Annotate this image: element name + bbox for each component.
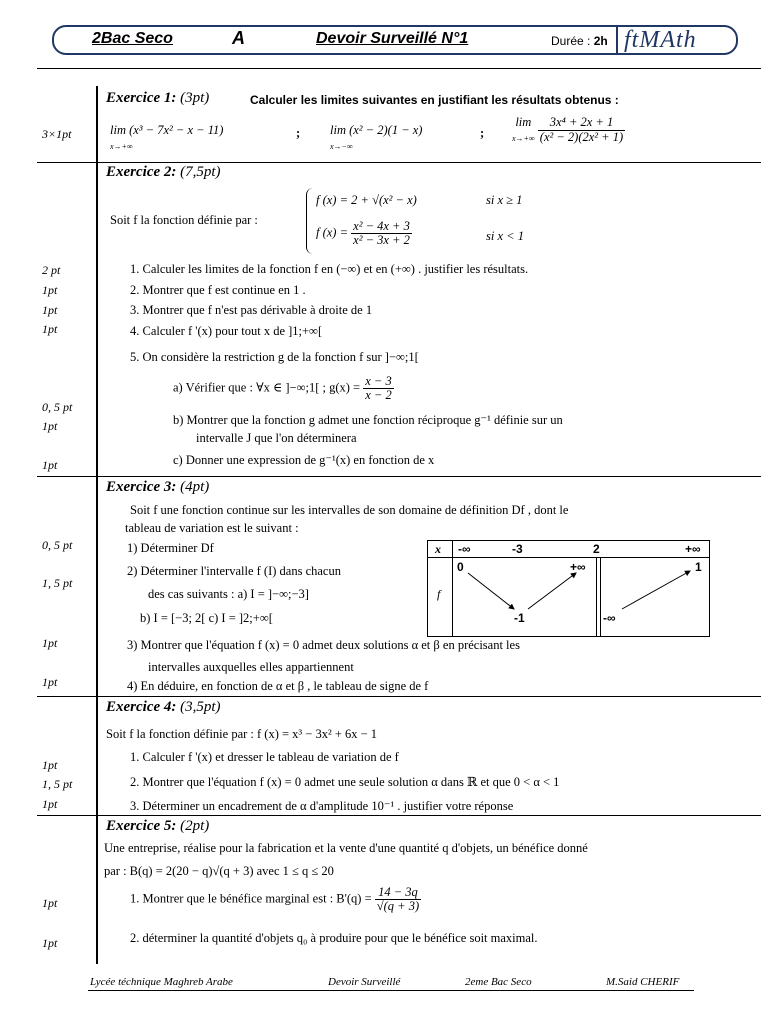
ex3-title: Exercice 3: (4pt) (106, 479, 210, 495)
ex2-def-1: f (x) = 2 + √(x² − x) (316, 193, 417, 207)
ex2-q1: 1. Calculer les limites de la fonction f en (−∞) et en (+∞) . justifier les résultats. (130, 262, 529, 276)
ex2-brace (306, 188, 313, 254)
divider-ex5 (37, 815, 761, 816)
ex5-intro-1: Une entreprise, réalise pour la fabrication et la vente d'une quantité q d'objets, un bénéfice donné (104, 841, 588, 855)
ex2-margin-5: 0, 5 pt (42, 400, 73, 414)
variant-label: A (232, 28, 245, 48)
vt-f-3: -∞ (603, 611, 616, 625)
ex3-q2-line-2: des cas suivants : a) I = ]−∞;−3] (148, 587, 309, 601)
ex1-margin: 3×1pt (42, 127, 72, 141)
page-title: Devoir Surveillé N°1 (316, 30, 469, 47)
margin-column-border (96, 86, 98, 964)
ex3-q3-line-1: 3) Montrer que l'équation f (x) = 0 admet deux solutions α et β en précisant les (127, 638, 520, 652)
ex3-intro-1: Soit f une fonction continue sur les intervalles de son domaine de définition Df , dont le (130, 503, 569, 517)
ex4-q3: 3. Déterminer un encadrement de α d'amplitude 10⁻¹ . justifier votre réponse (130, 799, 514, 813)
ex3-margin-3: 1pt (42, 636, 58, 650)
ex2-title: Exercice 2: (7,5pt) (106, 164, 221, 180)
vt-x-1: -3 (512, 542, 523, 556)
ex2-margin-6: 1pt (42, 419, 58, 433)
vt-f-label: f (437, 587, 441, 601)
ex2-margin-1: 2 pt (42, 263, 61, 277)
ex5-q1: 1. Montrer que le bénéfice marginal est : B'(q) = $\frac{14 - 3q}{√(q + 3)}$ (130, 885, 420, 914)
ex3-q1: 1) Déterminer Df (127, 541, 214, 555)
header-box (52, 25, 738, 55)
ex4-title: Exercice 4: (3,5pt) (106, 699, 221, 715)
ex1-limit-3: lim x→+∞ $\frac{\text{3x⁴ + 2x + 1}}{\text{(x² − 2)(2x² + 1)}}$ (512, 115, 624, 144)
ex2-q5: 5. On considère la restriction g de la fonction f sur ]−∞;1[ (130, 350, 419, 364)
ex5-q2: 2. déterminer la quantité d'objets q₀ à produire pour que le bénéfice soit maximal. (130, 931, 538, 945)
ex1-title: Exercice 1: (3pt) (106, 90, 210, 106)
ex2-q2: 2. Montrer que f est continue en 1 . (130, 283, 306, 297)
ex1-sep-2: ; (480, 126, 485, 140)
ex4-margin-3: 1pt (42, 797, 58, 811)
ex3-q4: 4) En déduire, en fonction de α et β , le tableau de signe de f (127, 679, 429, 693)
variation-arrows (428, 541, 711, 638)
ex5-margin-2: 1pt (42, 936, 58, 950)
ex4-margin-2: 1, 5 pt (42, 777, 73, 791)
ex3-intro-2: tableau de variation est le suivant : (125, 521, 299, 535)
ex5-title: Exercice 5: (2pt) (106, 818, 210, 834)
footer-school: Lycée téchnique Maghreb Arabe (90, 976, 233, 988)
divider-ex4 (37, 696, 761, 697)
ex3-margin-4: 1pt (42, 675, 58, 689)
divider-ex3 (37, 476, 761, 477)
vt-f-2: -1 (514, 611, 525, 625)
duration: Durée : 2h (551, 34, 608, 48)
ex2-q4: 4. Calculer f '(x) pour tout x de ]1;+∞[ (130, 324, 323, 338)
ex5-intro-2: par : B(q) = 2(20 − q)√(q + 3) avec 1 ≤ q ≤ 20 (104, 864, 334, 878)
ex1-instruction: Calculer les limites suivantes en justifiant les résultats obtenus : (250, 93, 619, 107)
ex2-margin-2: 1pt (42, 283, 58, 297)
vt-x-0: -∞ (458, 542, 471, 556)
ex2-margin-7: 1pt (42, 458, 58, 472)
ex4-intro: Soit f la fonction définie par : f (x) = x³ − 3x² + 6x − 1 (106, 727, 378, 741)
footer-level: 2eme Bac Seco (465, 976, 532, 988)
footer-rule (88, 990, 694, 991)
ex3-q2-line-3: b) I = [−3; 2[ c) I = ]2;+∞[ (140, 611, 273, 625)
footer-author: M.Said CHERIF (606, 976, 680, 988)
ex1-sep-1: ; (296, 126, 301, 140)
ex4-q2: 2. Montrer que l'équation f (x) = 0 admet une seule solution α dans ℝ et que 0 < α < 1 (130, 775, 560, 789)
ex3-margin-1: 0, 5 pt (42, 538, 73, 552)
ex2-qb-line-1: b) Montrer que la fonction g admet une fonction réciproque g⁻¹ définie sur un (173, 413, 563, 427)
vt-f-4: 1 (695, 560, 702, 574)
ex1-limit-2: lim (x² − 2)(1 − x) x→−∞ (330, 123, 423, 151)
vt-x-2: 2 (593, 542, 600, 556)
ex2-margin-3: 1pt (42, 303, 58, 317)
vt-f-0: 0 (457, 560, 464, 574)
ex2-def-2: f (x) = $\frac{\text{x² − 4x + 3}}{\text{x² − 3x + 2}}$ (316, 219, 410, 248)
ex2-qb-line-2: intervalle J que l'on déterminera (196, 431, 357, 445)
ex2-intro: Soit f la fonction définie par : (110, 213, 258, 227)
variation-table (427, 540, 710, 637)
divider-ex2 (37, 162, 761, 163)
ex4-margin-1: 1pt (42, 758, 58, 772)
vt-x-3: +∞ (685, 542, 701, 556)
ex2-qa: a) Vérifier que : ∀x ∈ ]−∞;1[ ; g(x) = $\frac{x - 3}{x - 2}$ (173, 374, 392, 403)
footer-type: Devoir Surveillé (328, 976, 401, 988)
ex2-cond-1: si x ≥ 1 (486, 193, 523, 207)
ex2-cond-2: si x < 1 (486, 229, 524, 243)
ex1-limit-1: lim (x³ − 7x² − x − 11) x→+∞ (110, 123, 224, 151)
logo: ftMAth (616, 25, 738, 55)
ex5-margin-1: 1pt (42, 896, 58, 910)
ex3-q2-line-1: 2) Déterminer l'intervalle f (I) dans chacun (127, 564, 341, 578)
ex2-q3: 3. Montrer que f n'est pas dérivable à droite de 1 (130, 303, 373, 317)
ex3-margin-2: 1, 5 pt (42, 576, 73, 590)
ex3-q3-line-2: intervalles auxquelles elles appartiennent (148, 660, 354, 674)
vt-x-label: x (435, 542, 441, 556)
class-label: 2Bac Seco (92, 30, 173, 47)
ex2-qc: c) Donner une expression de g⁻¹(x) en fonction de x (173, 453, 435, 467)
table-top-border (37, 68, 761, 69)
ex4-q1: 1. Calculer f '(x) et dresser le tableau de variation de f (130, 750, 399, 764)
ex2-margin-4: 1pt (42, 322, 58, 336)
vt-f-1: +∞ (570, 560, 586, 574)
